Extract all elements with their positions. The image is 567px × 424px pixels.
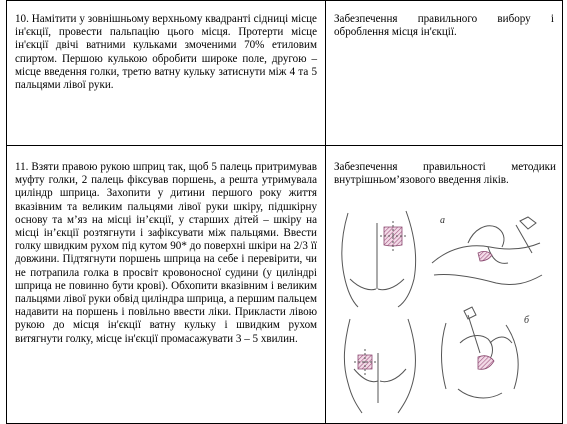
buttocks-rear-view-top	[342, 211, 416, 307]
reason-text: Забезпечення правильності методики внутрішньом’язового введення ліків.	[334, 161, 556, 187]
table-row	[7, 146, 563, 424]
table-row	[7, 1, 563, 146]
hands-with-syringe	[442, 307, 531, 398]
injection-site-illustration	[328, 203, 554, 415]
procedure-table	[6, 0, 563, 424]
reason-text: Забезпечення правильного вибору і оброблення місця ін'єкції.	[334, 13, 554, 39]
injection-drawing	[328, 203, 554, 415]
injection-zone-a2	[478, 252, 492, 262]
step-text: 10. Намітити у зовнішньому верхньому квадранті сідниці місце ін'єкції, провести пальпацію цього місця. Протерти місце ін'єкції двічі ватними кульками змоченими 70% етиловим спиртом. Першою кулькою обробити широке поле, другою – місце введення голки, третю ватну кульку затиснути між 4 та 5 пальцями лівої руки.	[15, 13, 317, 92]
step-cell	[7, 146, 326, 424]
figure-label-a: а	[440, 215, 445, 227]
reason-cell	[326, 1, 563, 146]
buttocks-rear-view-bottom	[344, 319, 415, 413]
child-lying-with-syringe	[432, 215, 542, 285]
step-text: 11. Взяти правою рукою шприц так, щоб 5 палець притримував муфту голки, 2 палець фіксував поршень, а решта утримувала циліндр шприца. Захопити у дитини першого року життя вказівним та великим пальцями лівої руки шкіру, підшкірну основу та м’яз на місці ін’єкції, у старших дітей – шкіру на місці ін’єкції розтягнути і зафіксувати між пальцями. Ввести голку швидким рухом під кутом 90* до поверхні шкіри на 2/3 її довжини. Підтягнути поршень шприца на себе і перевірити, чи не потрапила голка в просвіт кровоносної судини (у циліндрі шприца не повинно бути крові). Обхопити вказівним і великим пальцями лівої руки обвід циліндра шприца, а першим пальцем надавити на поршень і повільно ввести ліки. Прикласти лівою рукою до місця ін'єкції ватну кульку і швидким рухом витягнути голку, місце ін'єкції промасажувати 3 – 5 хвилин.	[15, 161, 317, 345]
step-cell	[7, 1, 326, 146]
injection-zone-b2	[478, 356, 494, 370]
reason-cell	[326, 146, 563, 424]
figure-label-b: б	[524, 315, 530, 327]
